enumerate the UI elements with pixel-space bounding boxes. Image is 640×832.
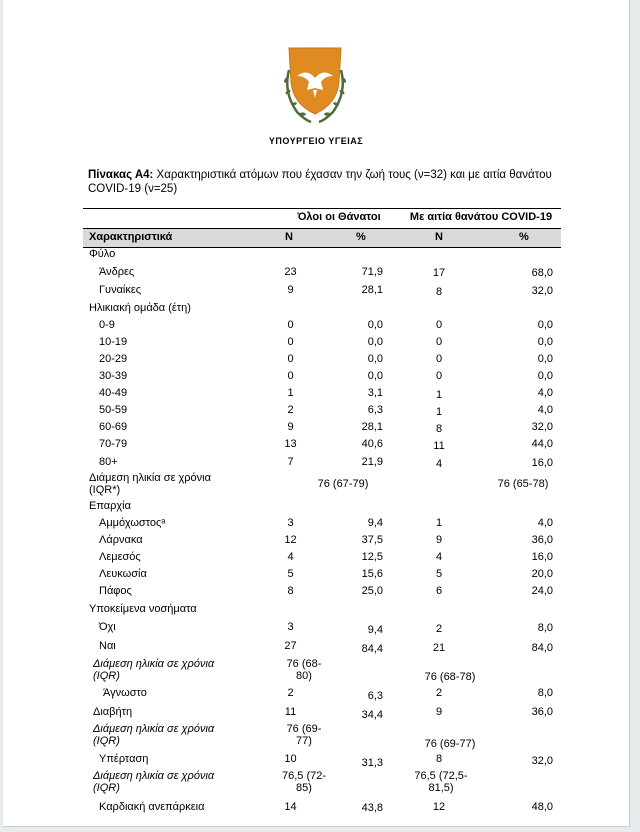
cell-median-all-line2: 85) bbox=[296, 782, 312, 794]
cell-n-all: 27 bbox=[284, 640, 297, 652]
section-label: Φύλο bbox=[89, 248, 116, 260]
cell-n-all: 13 bbox=[284, 438, 297, 450]
cell-n-covid: 8 bbox=[435, 753, 443, 765]
row-label-line1: Διάμεση ηλικία σε χρόνια bbox=[93, 770, 215, 782]
row-label: Λευκωσία bbox=[99, 568, 147, 580]
table-group-header bbox=[83, 209, 561, 228]
column-header-pct-covid: % bbox=[519, 231, 529, 243]
row-label: Άγνωστο bbox=[103, 687, 147, 699]
section-label: Ηλικιακή ομάδα (έτη) bbox=[89, 302, 191, 314]
row-label: 20-29 bbox=[99, 353, 128, 365]
row-label: 40-49 bbox=[99, 387, 128, 399]
table-row bbox=[83, 370, 561, 387]
row-label-line1: Διάμεση ηλικία σε χρόνια bbox=[93, 658, 215, 670]
cell-n-all: 2 bbox=[287, 687, 294, 699]
table-row bbox=[83, 534, 561, 551]
cell-pct-covid: 4,0 bbox=[537, 404, 553, 416]
cell-pct-covid: 36,0 bbox=[531, 706, 553, 718]
cell-pct-covid: 48,0 bbox=[531, 801, 553, 813]
cell-n-covid: 0 bbox=[435, 353, 443, 365]
cell-n-covid: 0 bbox=[435, 370, 443, 382]
cell-median-covid-line1: 76,5 (72,5- bbox=[414, 770, 468, 782]
row-label-line2: (IQR*) bbox=[89, 484, 121, 496]
row-label-line2: (IQR) bbox=[93, 670, 120, 682]
cell-n-all: 11 bbox=[284, 706, 297, 718]
table-row bbox=[83, 687, 561, 704]
table-row bbox=[83, 302, 561, 319]
cell-n-covid: 0 bbox=[435, 319, 443, 331]
row-label: Λεμεσός bbox=[99, 551, 141, 563]
table-row bbox=[83, 621, 561, 638]
cell-n-covid: 8 bbox=[435, 423, 443, 435]
cell-n-all: 0 bbox=[287, 353, 294, 365]
table-column-header bbox=[83, 228, 561, 248]
cell-n-covid: 5 bbox=[435, 568, 443, 580]
cell-pct-covid: 16,0 bbox=[531, 457, 553, 469]
table-row bbox=[83, 551, 561, 568]
cell-n-all: 14 bbox=[284, 801, 297, 813]
cell-n-covid: 8 bbox=[435, 286, 443, 298]
table-row bbox=[83, 456, 561, 473]
cell-pct-all: 28,1 bbox=[361, 421, 383, 433]
cell-median-covid: 76 (65-78) bbox=[497, 478, 549, 490]
table-row bbox=[83, 404, 561, 421]
row-label: 0-9 bbox=[99, 319, 115, 331]
cell-n-all: 3 bbox=[287, 517, 294, 529]
row-label-line2: (IQR) bbox=[93, 782, 120, 794]
cell-median-all-line1: 76 (69- bbox=[286, 723, 322, 735]
cell-n-covid: 0 bbox=[435, 336, 443, 348]
table-row bbox=[83, 568, 561, 585]
cell-pct-all: 0,0 bbox=[367, 336, 383, 348]
cell-n-covid: 17 bbox=[432, 267, 446, 279]
cell-n-all: 5 bbox=[287, 568, 294, 580]
table-row bbox=[83, 658, 561, 686]
table-row bbox=[83, 770, 561, 798]
row-label: Γυναίκες bbox=[99, 284, 142, 296]
cell-pct-all: 34,4 bbox=[361, 709, 383, 721]
table-row bbox=[83, 284, 561, 301]
table-row bbox=[83, 500, 561, 517]
row-label-line2: (IQR) bbox=[93, 735, 120, 747]
cell-median-all: 76 (67-79) bbox=[317, 478, 369, 490]
cell-pct-covid: 0,0 bbox=[537, 336, 553, 348]
column-header-n-covid: N bbox=[435, 231, 443, 243]
cell-pct-all: 31,3 bbox=[361, 757, 383, 769]
cell-median-all bbox=[279, 658, 329, 682]
row-label: Λάρνακα bbox=[99, 534, 143, 546]
ministry-name: ΥΠΟΥΡΓΕΙΟ ΥΓΕΙΑΣ bbox=[268, 136, 364, 146]
cell-pct-all: 84,4 bbox=[361, 643, 383, 655]
cell-median-all bbox=[279, 723, 329, 747]
table-row bbox=[83, 319, 561, 336]
cell-pct-covid: 0,0 bbox=[537, 353, 553, 365]
row-label: Πάφος bbox=[99, 585, 132, 597]
table-row bbox=[83, 706, 561, 723]
table-row bbox=[83, 438, 561, 455]
row-label: Καρδιακή ανεπάρκεια bbox=[99, 801, 205, 813]
cell-n-all: 12 bbox=[284, 534, 297, 546]
cell-n-all: 0 bbox=[287, 370, 294, 382]
table-caption bbox=[88, 168, 568, 196]
row-label: Ναι bbox=[99, 640, 116, 652]
row-label: 50-59 bbox=[99, 404, 128, 416]
cell-pct-covid: 44,0 bbox=[531, 438, 553, 450]
row-label: Διαβήτη bbox=[93, 706, 133, 718]
row-label: 10-19 bbox=[99, 336, 128, 348]
cell-pct-all: 43,8 bbox=[361, 802, 383, 814]
section-label: Υποκείμενα νοσήματα bbox=[89, 603, 197, 615]
row-label bbox=[93, 770, 214, 794]
row-label: 70-79 bbox=[99, 438, 128, 450]
column-header-pct-all: % bbox=[356, 231, 366, 243]
group-header-covid-deaths: Με αιτία θανάτου COVID-19 bbox=[409, 211, 553, 223]
cell-pct-all: 0,0 bbox=[367, 319, 383, 331]
table-row bbox=[83, 640, 561, 657]
cell-median-covid: 76 (69-77) bbox=[424, 738, 476, 750]
cell-n-covid: 6 bbox=[435, 585, 443, 597]
cell-n-covid: 2 bbox=[435, 687, 443, 699]
cell-n-covid: 1 bbox=[435, 389, 443, 401]
cell-n-all: 2 bbox=[287, 404, 294, 416]
row-label bbox=[89, 472, 211, 496]
group-header-all-deaths: Όλοι οι Θάνατοι bbox=[297, 211, 381, 223]
cyprus-coat-of-arms-logo bbox=[275, 42, 355, 128]
table-row bbox=[83, 517, 561, 534]
row-label: Αμμόχωστοςᵃ bbox=[99, 517, 166, 529]
cell-median-all-line1: 76,5 (72- bbox=[281, 770, 327, 782]
table-row bbox=[83, 753, 561, 770]
cell-n-all: 9 bbox=[287, 284, 294, 296]
cell-n-covid: 1 bbox=[435, 406, 443, 418]
cell-pct-covid: 36,0 bbox=[531, 534, 553, 546]
cell-n-covid: 12 bbox=[432, 801, 446, 813]
cell-pct-covid: 68,0 bbox=[531, 267, 553, 279]
cell-pct-covid: 0,0 bbox=[537, 370, 553, 382]
cell-pct-covid: 4,0 bbox=[537, 387, 553, 399]
cell-n-all: 0 bbox=[287, 319, 294, 331]
cell-n-covid: 4 bbox=[435, 458, 443, 470]
cell-median-all bbox=[271, 770, 337, 794]
row-label: 30-39 bbox=[99, 370, 128, 382]
cell-pct-all: 12,5 bbox=[361, 551, 383, 563]
cell-pct-all: 71,9 bbox=[361, 266, 383, 278]
cell-median-all-line1: 76 (68- bbox=[286, 658, 322, 670]
cell-pct-covid: 4,0 bbox=[537, 517, 553, 529]
row-label-line1: Διάμεση ηλικία σε χρόνια bbox=[89, 472, 211, 484]
cell-n-all: 23 bbox=[284, 266, 297, 278]
row-label: 60-69 bbox=[99, 421, 128, 433]
cell-pct-all: 37,5 bbox=[361, 534, 383, 546]
cell-n-all: 7 bbox=[287, 456, 294, 468]
cell-n-all: 8 bbox=[287, 585, 294, 597]
table-row bbox=[83, 603, 561, 620]
cell-n-covid: 9 bbox=[435, 706, 443, 718]
row-label: Υπέρταση bbox=[99, 753, 149, 765]
row-label bbox=[93, 658, 214, 682]
cell-n-all: 4 bbox=[287, 551, 294, 563]
table-row bbox=[83, 585, 561, 602]
table-row bbox=[83, 266, 561, 283]
cell-median-covid-line2: 81,5) bbox=[428, 782, 454, 794]
cell-pct-all: 25,0 bbox=[361, 585, 383, 597]
cell-pct-covid: 32,0 bbox=[531, 285, 553, 297]
cell-n-covid: 1 bbox=[435, 517, 443, 529]
caption-text: Χαρακτηριστικά ατόμων που έχασαν την ζωή τους (ν=32) και με αιτία θανάτου COVID-19 (ν=25) bbox=[88, 169, 552, 195]
cell-pct-covid: 84,0 bbox=[531, 642, 553, 654]
cell-pct-all: 15,6 bbox=[361, 568, 383, 580]
row-label: 80+ bbox=[99, 456, 118, 468]
table-row bbox=[83, 472, 561, 500]
cell-n-covid: 11 bbox=[433, 440, 445, 452]
cell-median-all-line2: 77) bbox=[296, 735, 312, 747]
cell-median-covid: 76 (68-78) bbox=[424, 671, 476, 683]
cell-n-all: 0 bbox=[287, 336, 294, 348]
cell-median-covid bbox=[403, 770, 479, 794]
cell-pct-covid: 0,0 bbox=[537, 319, 553, 331]
cell-pct-all: 0,0 bbox=[367, 353, 383, 365]
caption-label: Πίνακας Α4: bbox=[88, 169, 154, 181]
cell-n-all: 10 bbox=[284, 753, 297, 765]
row-label: Όχι bbox=[99, 621, 116, 633]
column-header-n-all: N bbox=[285, 231, 293, 243]
row-label-line1: Διάμεση ηλικία σε χρόνια bbox=[93, 723, 215, 735]
table-row bbox=[83, 723, 561, 751]
table-row bbox=[83, 248, 561, 265]
row-label: Άνδρες bbox=[99, 266, 135, 278]
cell-pct-all: 0,0 bbox=[367, 370, 383, 382]
cell-n-covid: 2 bbox=[435, 623, 443, 635]
row-label bbox=[93, 723, 214, 747]
cell-pct-covid: 8,0 bbox=[537, 622, 553, 634]
table-row bbox=[83, 387, 561, 404]
cell-pct-covid: 32,0 bbox=[531, 755, 553, 767]
section-label: Επαρχία bbox=[89, 500, 131, 512]
cell-pct-all: 6,3 bbox=[367, 690, 383, 702]
cell-pct-all: 3,1 bbox=[367, 387, 383, 399]
cell-pct-all: 9,4 bbox=[367, 517, 383, 529]
cell-pct-covid: 16,0 bbox=[531, 551, 553, 563]
cell-median-all-line2: 80) bbox=[296, 670, 312, 682]
cell-n-all: 1 bbox=[287, 387, 294, 399]
cell-n-all: 3 bbox=[287, 621, 294, 633]
document-page bbox=[3, 0, 630, 827]
cell-n-all: 9 bbox=[287, 421, 294, 433]
cell-n-covid: 21 bbox=[432, 642, 446, 654]
cell-n-covid: 9 bbox=[435, 534, 443, 546]
table-row bbox=[83, 353, 561, 370]
cell-pct-all: 9,4 bbox=[367, 624, 383, 636]
cell-pct-covid: 20,0 bbox=[531, 568, 553, 580]
cell-pct-all: 21,9 bbox=[361, 456, 383, 468]
cell-pct-all: 40,6 bbox=[361, 438, 383, 450]
cell-pct-all: 28,1 bbox=[361, 284, 383, 296]
table-row bbox=[83, 801, 561, 818]
column-header-characteristics: Χαρακτηριστικά bbox=[89, 231, 173, 243]
cell-pct-covid: 32,0 bbox=[531, 421, 553, 433]
cell-pct-all: 6,3 bbox=[367, 404, 383, 416]
cell-pct-covid: 8,0 bbox=[537, 687, 553, 699]
table-row bbox=[83, 421, 561, 438]
cell-pct-covid: 24,0 bbox=[531, 585, 553, 597]
cell-n-covid: 4 bbox=[435, 551, 443, 563]
table-row bbox=[83, 336, 561, 353]
